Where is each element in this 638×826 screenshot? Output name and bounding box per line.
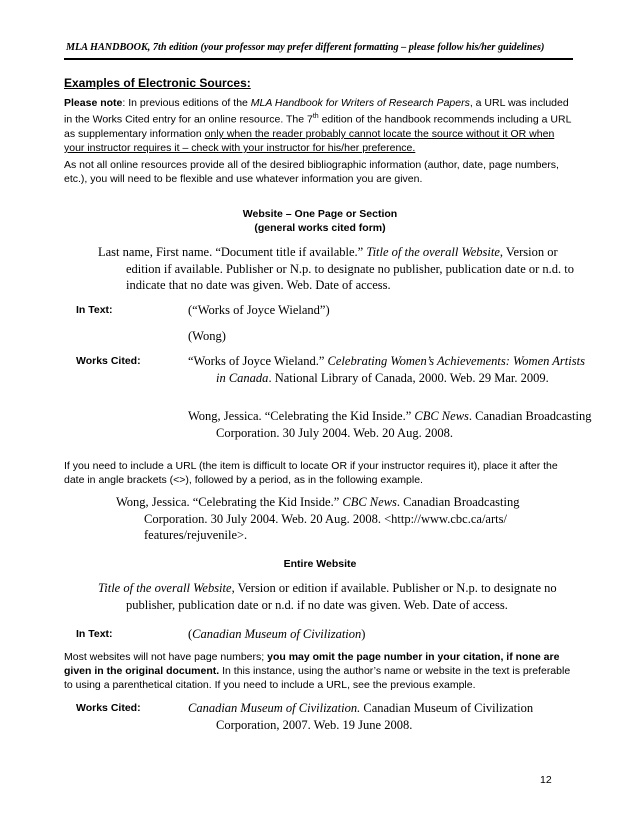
works-cited-entry-1: “Works of Joyce Wieland.” Celebrating Women’s Achievements: Women Artists in Canada. National Library of Canada, 2000. Web. 29 Mar. 2009. (188, 354, 585, 385)
in-text-example-1: (“Works of Joyce Wieland”) (188, 303, 330, 317)
website-subheading: (general works cited form) (254, 222, 386, 234)
note-text-1: : In previous editions of the (122, 97, 251, 109)
please-note-paragraph (64, 96, 576, 155)
url-citation-example: Wong, Jessica. “Celebrating the Kid Inside.” CBC News. Canadian Broadcasting Corporation. 30 July 2004. Web. 20 Aug. 2008. <http://www.cbc.ca/arts/ features/rejuvenile>. (116, 495, 520, 542)
running-header: MLA HANDBOOK, 7th edition (your professor may prefer different formatting – please follow his/her guidelines) (66, 42, 545, 53)
page-number-note: Most websites will not have page numbers; you may omit the page number in your citation, if none are given in the original document. In this instance, using the author’s name or website in the text is preferable to using a parenthetical citation. If you need to include a URL, see the previous example. (64, 651, 571, 692)
note-underlined: only when the reader probably cannot locate the source without it OR when your instructor requires it – check with your instructor for his/her preference. (64, 127, 555, 155)
in-text-example-3: (Canadian Museum of Civilization) (188, 627, 366, 641)
in-text-example-2: (Wong) (188, 329, 226, 343)
works-cited-label-2: Works Cited: (76, 702, 141, 714)
header-rule (64, 58, 573, 60)
entire-website-heading: Entire Website (283, 558, 357, 570)
website-citation-form: Last name, First name. “Document title if available.” Title of the overall Website, Version or edition if available. Publisher or N.p. to designate no publisher, publication date or n.d. to indicate that no date was given. Web. Date of access. (98, 245, 575, 292)
in-text-label-2: In Text: (76, 628, 113, 640)
website-heading: Website – One Page or Section (242, 208, 398, 220)
ordinal-superscript: th (312, 113, 319, 121)
flexibility-note: As not all online resources provide all of the desired bibliographic information (author, date, page numbers, etc.), you will need to be flexible and use whatever information you are given. (64, 159, 559, 186)
url-note: If you need to include a URL (the item is difficult to locate OR if your instructor requires it), place it after the date in angle brackets (<>), followed by a period, as in the following example. (64, 460, 558, 487)
note-text-2: , a URL was included in the Works Cited entry for an online resource. The 7 (64, 97, 569, 126)
works-cited-entry-3: Canadian Museum of Civilization. Canadian Museum of Civilization Corporation, 2007. Web. 19 June 2008. (188, 701, 534, 732)
handbook-title: MLA Handbook for Writers of Research Papers (250, 97, 470, 109)
section-title: Examples of Electronic Sources: (64, 76, 251, 90)
please-note-label: Please note (64, 97, 123, 109)
page-number: 12 (540, 774, 552, 786)
entire-website-form: Title of the overall Website, Version or edition if available. Publisher or N.p. to designate no publisher, publication date or n.d. if no date was given. Web. Date of access. (98, 581, 557, 612)
works-cited-entry-2: Wong, Jessica. “Celebrating the Kid Inside.” CBC News. Canadian Broadcasting Corporation. 30 July 2004. Web. 20 Aug. 2008. (188, 409, 592, 440)
note-text-3: edition of the handbook recommends including a URL as supplementary information (64, 113, 572, 140)
works-cited-label: Works Cited: (76, 355, 141, 367)
in-text-label: In Text: (76, 304, 113, 316)
